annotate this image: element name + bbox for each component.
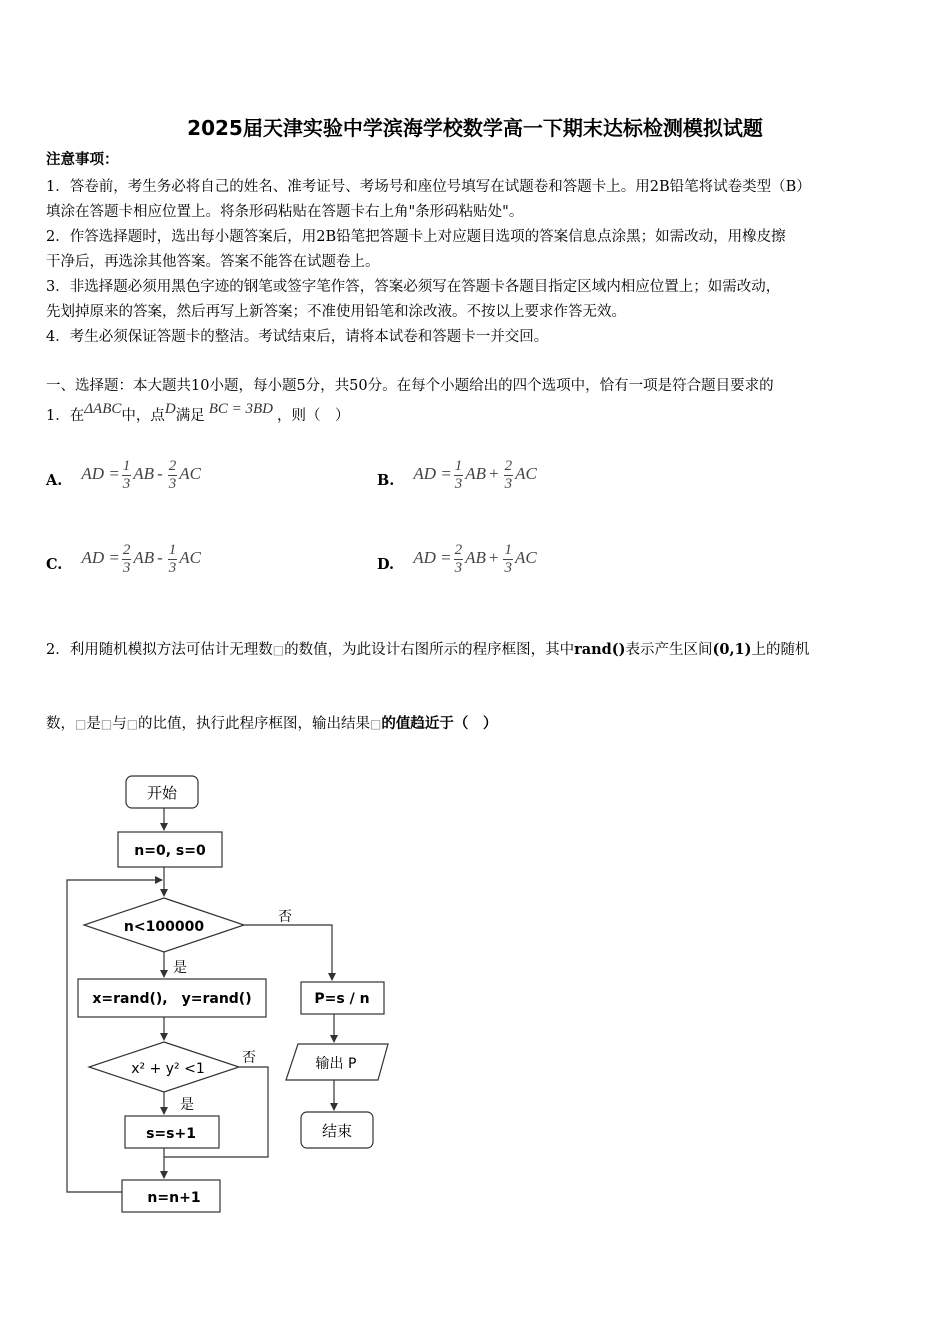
notice-heading: 注意事项： [46,151,119,168]
no-label: 否 [278,909,292,925]
fraction: $\frac{1}{3}$ [454,458,463,492]
rand-label: x=rand(), y=rand() [92,991,252,1007]
operator: - [157,548,163,568]
page-title: 2025届天津实验中学滨海学校数学高一下期末达标检测模拟试题 [187,116,763,140]
q1-text: ，则（ ） [277,408,350,424]
notice-line: 2．作答选择题时，选出每小题答案后，用2B铅笔把答题卡上对应题目选项的答案信息点涂黑；如需改动，用橡皮擦 [46,229,786,245]
question-number: 2． [46,642,70,658]
q2-text: 表示产生区间 [625,642,713,658]
fraction: $\frac{2}{3}$ [454,542,463,576]
formula-lhs: AD = [413,464,452,484]
option-label: B. [377,472,395,490]
operator: + [489,464,499,484]
missing-symbol: □ [272,643,285,657]
yes-label: 是 [173,960,187,976]
option-label: D. [377,556,395,574]
operator: + [488,548,499,568]
notice-line: 3．非选择题必须用黑色字迹的钢笔或签字笔作答，答案必须写在答题卡各题目指定区域内相应位置上；如需改动， [46,279,781,295]
start-label: 开始 [146,784,178,802]
option-c[interactable] [46,542,201,577]
q2-text: 的值趋近于（ ） [381,715,498,732]
q2-text: 是 [86,716,101,732]
question-number: 1． [46,408,70,424]
increment-s-label: s=s+1 [146,1126,196,1142]
notice-line: 1．答卷前，考生务必将自己的姓名、准考证号、考场号和座位号填写在试题卷和答题卡上。用2B铅笔将试卷类型（B） [46,179,811,195]
formula-lhs: AD = [81,548,120,568]
formula-lhs: AD = [413,548,452,568]
section-heading: 一、选择题：本大题共10小题，每小题5分，共50分。在每个小题给出的四个选项中，恰有一项是符合题目要求的 [46,378,774,394]
option-label: C. [46,556,63,574]
yes-label: 是 [180,1097,194,1113]
missing-symbol: □ [370,717,382,731]
q2-text: 的比值，执行此程序框图，输出结果 [138,716,371,732]
q1-math-condition: BC = 3BD [208,401,274,417]
q1-text: 在 [69,408,85,424]
q2-text: 利用随机模拟方法可估计无理数 [69,642,273,658]
option-formula [81,458,201,492]
vector: AB [465,548,486,568]
question-2-line-2 [46,714,497,734]
flowchart [40,760,420,1230]
formula-lhs: AD = [81,464,120,484]
vector: AB [465,464,487,484]
q2-text: rand() [574,641,626,658]
vector: AB [133,548,155,568]
option-a[interactable] [46,458,201,493]
option-label: A. [46,472,63,490]
cond1-label: n<100000 [123,919,205,935]
p-assign-label: P=s / n [314,991,370,1007]
cond2-label: x² + y² <1 [131,1061,205,1077]
output-label: 输出 P [315,1056,357,1072]
notice-line: 先划掉原来的答案，然后再写上新答案；不准使用铅笔和涂改液。不按以上要求作答无效。 [46,304,626,320]
option-d[interactable] [377,542,537,577]
fraction: $\frac{1}{3}$ [122,458,131,492]
missing-symbol: □ [75,717,87,731]
q2-text: 的数值，为此设计右图所示的程序框图，其中 [284,642,575,658]
fraction: $\frac{1}{3}$ [168,542,177,576]
q2-text: 上的随机 [751,642,810,658]
option-formula [413,458,537,492]
q1-math-triangle: ΔABC [84,401,122,417]
notice-line: 填涂在答题卡相应位置上。将条形码粘贴在答题卡右上角"条形码粘贴处"。 [46,204,524,220]
vector: AC [515,464,537,484]
notice-line: 4．考生必须保证答题卡的整洁。考试结束后，请将本试卷和答题卡一并交回。 [46,329,549,345]
fraction: $\frac{2}{3}$ [122,542,131,576]
option-formula [413,542,537,576]
vector: AC [179,464,201,484]
question-2-line-1 [46,640,809,660]
option-formula [81,542,202,576]
vector: AB [133,464,155,484]
operator: - [157,464,163,484]
no-label: 否 [242,1050,256,1066]
init-label: n=0, s=0 [134,843,206,859]
q1-text: 满足 [175,408,205,424]
fraction: $\frac{1}{3}$ [504,542,512,576]
question-1-stem [46,401,350,426]
vector: AC [179,548,202,568]
q2-text: 与 [112,716,127,732]
q2-text: 数， [46,716,75,732]
fraction: $\frac{2}{3}$ [168,458,177,492]
vector: AC [514,548,537,568]
missing-symbol: □ [126,717,139,731]
q1-math-point: D [164,401,176,417]
missing-symbol: □ [100,717,113,731]
q1-text: 中，点 [121,408,165,424]
option-b[interactable] [377,458,537,493]
notice-line: 干净后，再选涂其他答案。答案不能答在试题卷上。 [46,254,380,270]
increment-n-label: n=n+1 [147,1190,201,1206]
fraction: $\frac{2}{3}$ [504,458,513,492]
end-label: 结束 [321,1122,353,1140]
q2-text: (0,1) [712,641,752,658]
